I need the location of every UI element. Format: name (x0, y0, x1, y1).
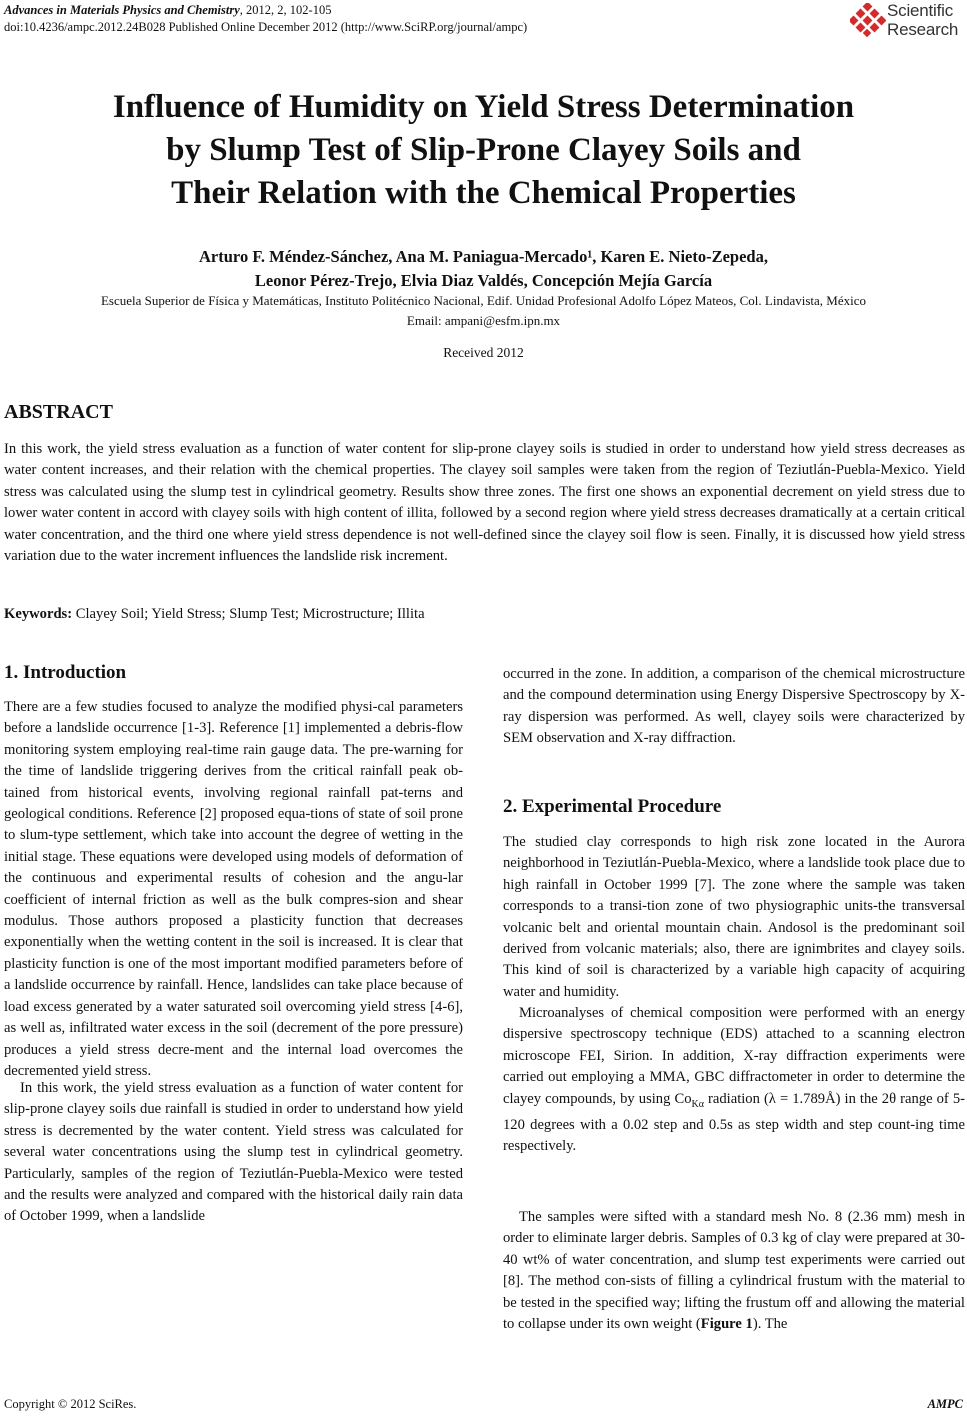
abstract-heading: ABSTRACT (4, 401, 113, 423)
logo-text (887, 1, 958, 39)
intro-paragraph-3: occurred in the zone. In addition, a comparison of the chemical microstructure and the compound determination using Energy Dispersive Spectroscopy by X-ray dispersion was performed. As well, clayey soils were characterized by SEM observation and X-ray diffraction. (503, 666, 965, 747)
intro-paragraph-2: In this work, the yield stress evaluation as a function of water content for slip-prone clayey soils due rainfall is studied in order to understand how yield stress is decremented by the water content. Yield stress was calculated for several water concentrations using the slump test in cylindrical geometry. Particularly, samples of the region of Teziutlán-Puebla-Mexico were tested and the results were analyzed and compared with the historical daily rain data of October 1999, when a landslide (4, 1080, 463, 1225)
copyright-footer: Copyright © 2012 SciRes. (4, 1397, 137, 1411)
email-line: Email: ampani@esfm.ipn.mx (406, 313, 561, 328)
abstract-text: In this work, the yield stress evaluation as a function of water content for slip-prone clayey soils is studied in order to understand how yield stress decreases as water content increases, and their relation with the chemical properties. The clayey soil samples were taken from the region of Teziutlán-Puebla-Mexico. Yield stress was calculated using the slump test in cylindrical geometry. Results show three zones. The first one shows an exponential decrement on yield stress due to lower water content in accord with clayey soils with high content of illita, followed by a second region where yield stress decreases dramatically at a certain critical water concentration, and the third one where yield stress dependence is not well-defined since the clayey soil flow is seen. Finally, it is discussed how yield stress variation due to the water increment influences the landslide risk increment. (4, 441, 965, 565)
exp-p2-part-b: radiation (λ = 1.789Å) in the 2θ range of 5-120 degrees with a 0.02 step and 0.5s as step width and step count-ing time respectively. (503, 1090, 965, 1155)
exp-p3-part-b: ). The (752, 1316, 788, 1333)
authors-line-1: Arturo F. Méndez-Sánchez, Ana M. Paniagua-Mercado¹, Karen E. Nieto-Zepeda, (199, 247, 768, 266)
journal-name: Advances in Materials Physics and Chemistry (4, 3, 240, 17)
intro-heading: 1. Introduction (4, 662, 127, 683)
journal-abbrev-footer: AMPC (927, 1397, 963, 1411)
journal-meta: , 2012, 2, 102-105 (239, 3, 332, 17)
keywords (4, 606, 425, 623)
figure-1-reference[interactable]: Figure 1 (700, 1316, 753, 1333)
title-line-2: by Slump Test of Slip-Prone Clayey Soils and (166, 132, 801, 168)
logo-line-1: Scientific (887, 1, 954, 20)
publisher-logo-icon (850, 3, 886, 37)
scientific-research-logo (850, 1, 967, 41)
keywords-label: Keywords: (4, 606, 73, 622)
intro-paragraph-1: There are a few studies focused to analyze the modified physi-cal parameters before a landslide occurrence [1-3]. Reference [1] implemented a debris-flow monitoring system employing real-time rain gauge data. The pre-warning for the time of landslide triggering derives from the critical rainfall peak ob-tained from historical events, involving regional rainfall pat-terns and geological conditions. Reference [2] proposed equa-tions of state of soil prone to slum-type settlement, which take into account the degree of wetting in the initial stage. These equations were developed using models of deformation of the continuous and experimental results of cohesion and the angu-lar coefficient of internal friction as well as the bulk compres-sion and shear modulus. Those authors proposed a plasticity function that decreases exponentially when the wetting content in the soil is increased. It is clear that plasticity function is one of the most important modified parameters before of a landslide occurrence by rainfall. Hence, landslides can take place because of load excess generated by a water saturated soil overcoming yield stress [4-6], as well as, infiltrated water excess in the soil (decrement of the pore pressure) produces a yield stress decre-ment and the internal load overcomes the decremented yield stress. (4, 699, 463, 1079)
title-line-3: Their Relation with the Chemical Properties (171, 175, 796, 211)
exp-p2-part-a: Microanalyses of chemical composition were performed with an energy dispersive spectroscopy technique (EDS) attached to a scanning electron microscope FEI, Sirion. In addition, X-ray diffraction experiments were carried out employing a MMA, GBC diffractometer in order to determine the clayey compounds, by using Co (503, 1005, 965, 1107)
doi-line: doi:10.4236/ampc.2012.24B028 Published Online December 2012 (http://www.SciRP.org/journal/ampc) (4, 20, 528, 34)
keywords-text: Clayey Soil; Yield Stress; Slump Test; Microstructure; Illita (72, 606, 425, 622)
affiliation (0, 291, 967, 331)
paper-title (0, 86, 967, 215)
exp-p3-part-a: The samples were sifted with a standard mesh No. 8 (2.36 mm) mesh in order to eliminate larger debris. Samples of 0.3 kg of clay were prepared at 30-40 wt% of water concentration, and slump test experiments were carried out [8]. The method con-sists of filling a cylindrical frustum with the material to be tested in the specified way; lifting the frustum off and allowing the material to collapse under its own weight ( (503, 1209, 965, 1333)
author-list (0, 245, 967, 293)
experimental-paragraph-1: The studied clay corresponds to high risk zone located in the Aurora neighborhood in Teziutlán-Puebla-Mexico, where a landslide took place due to high rainfall in October 1999 [7]. The zone where the sample was taken corresponds to a transi-tion zone of two physiographic units-the transversal volcanic belt and oriental mountain chain. Andosol is the predominant soil derived from volcanic materials; also, there are ignimbrites and clayey soils. This kind of soil is characterized by a variable high capacity of acquiring water and humidity. (503, 834, 965, 1000)
experimental-paragraph-2 (503, 1003, 965, 1158)
experimental-paragraph-3 (503, 1207, 965, 1335)
authors-line-2: Leonor Pérez-Trejo, Elvia Diaz Valdés, Concepción Mejía García (254, 271, 713, 290)
experimental-heading: 2. Experimental Procedure (503, 796, 722, 817)
co-k-alpha-subscript: Kα (691, 1098, 704, 1110)
affiliation-line: Escuela Superior de Física y Matemáticas, Instituto Politécnico Nacional, Edif. Unidad Profesional Adolfo López Mateos, Col. Lindavista, México (100, 293, 867, 308)
logo-line-2: Research (887, 20, 959, 39)
journal-header (4, 2, 331, 18)
title-line-1: Influence of Humidity on Yield Stress Determination (112, 89, 855, 125)
received-date: Received 2012 (443, 345, 524, 360)
